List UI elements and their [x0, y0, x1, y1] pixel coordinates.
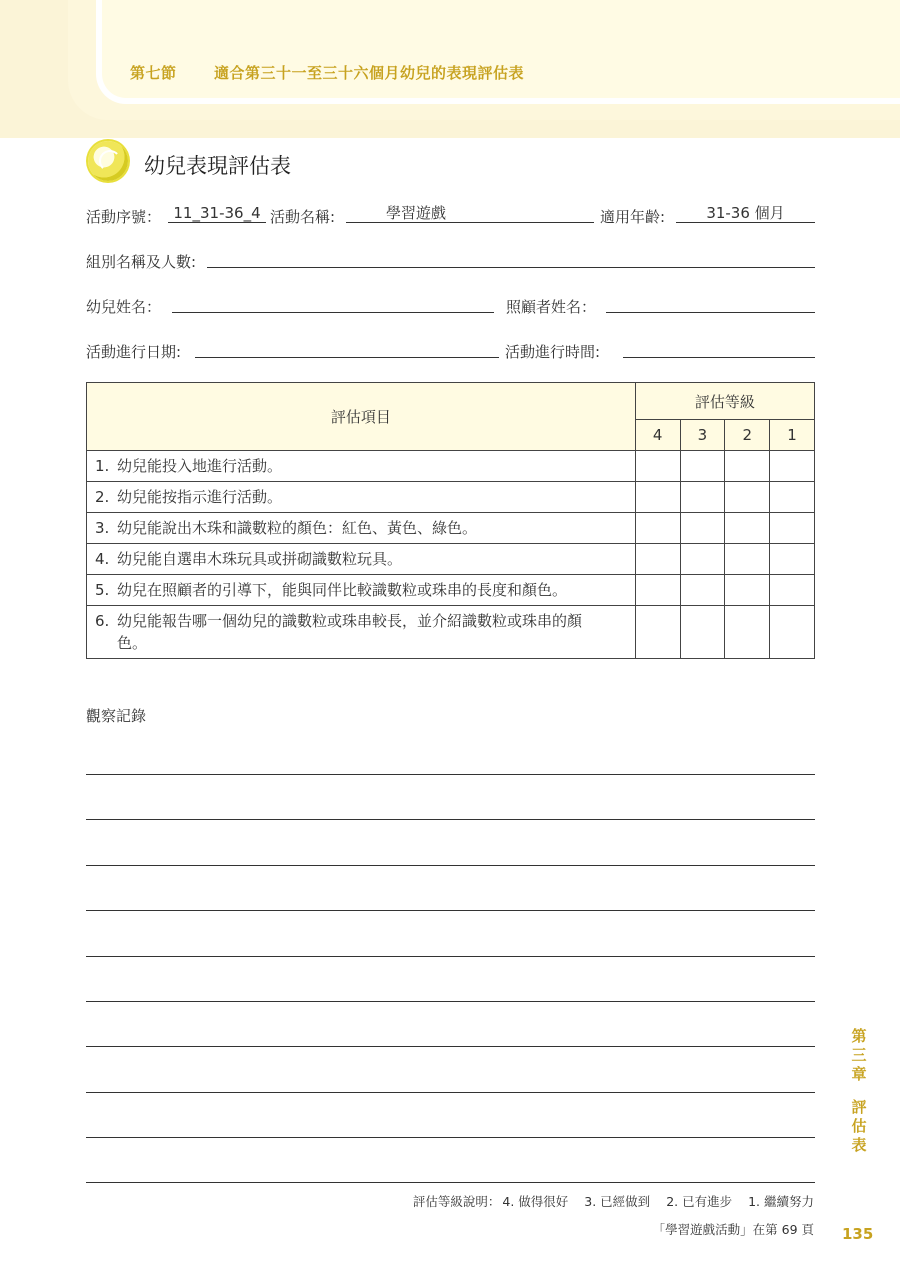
section-number: 第七節	[130, 64, 177, 82]
date-label: 活動進行日期:	[86, 343, 182, 361]
time-label: 活動進行時間:	[505, 343, 601, 361]
child-name-field[interactable]	[172, 294, 494, 313]
chapter-name-tab	[849, 1098, 869, 1155]
caregiver-label: 照顧者姓名：	[506, 298, 597, 316]
grade-cell[interactable]	[680, 451, 725, 482]
observation-line[interactable]	[86, 1182, 815, 1183]
legend-prefix: 評估等級說明：	[412, 1194, 501, 1209]
grade-cell[interactable]	[635, 606, 680, 659]
observation-label: 觀察記錄	[86, 707, 147, 725]
grade-legend	[413, 1192, 814, 1210]
item-text: 幼兒能按指示進行活動。	[117, 488, 283, 506]
circle-bullet-icon	[88, 141, 128, 181]
observation-line[interactable]	[86, 910, 815, 911]
table-row	[87, 575, 815, 606]
observation-line[interactable]	[86, 1137, 815, 1138]
grade-cell[interactable]	[680, 606, 725, 659]
item-header: 評估項目	[87, 383, 636, 451]
chapter-char: 三	[851, 1046, 867, 1064]
grade-cell[interactable]	[680, 513, 725, 544]
grade-1-header: 1	[770, 420, 815, 451]
legend-grade-4: 4. 做得很好	[502, 1194, 569, 1209]
legend-grade-3: 3. 已經做到	[584, 1194, 651, 1209]
serial-label: 活動序號：	[86, 208, 162, 226]
table-row	[87, 606, 815, 659]
activity-name-label: 活動名稱:	[270, 208, 336, 226]
time-field[interactable]	[623, 339, 815, 358]
observation-line[interactable]	[86, 1092, 815, 1093]
age-field[interactable]: 31-36 個月	[676, 204, 815, 223]
page-title: 幼兒表現評估表	[144, 154, 291, 178]
chapter-char: 章	[851, 1065, 867, 1083]
table-row	[87, 513, 815, 544]
grade-cell[interactable]	[680, 575, 725, 606]
item-number: 1.	[95, 457, 110, 475]
grade-cell[interactable]	[680, 544, 725, 575]
grade-cell[interactable]	[770, 482, 815, 513]
chapter-char: 第	[851, 1027, 867, 1045]
age-label: 適用年齡:	[600, 208, 666, 226]
item-number: 5.	[95, 581, 110, 599]
caregiver-field[interactable]	[606, 294, 815, 313]
table-row	[87, 451, 815, 482]
chapter-name-char: 估	[851, 1117, 867, 1135]
item-number: 2.	[95, 488, 110, 506]
observation-line[interactable]	[86, 865, 815, 866]
grade-cell[interactable]	[635, 451, 680, 482]
grade-cell[interactable]	[725, 544, 770, 575]
header-panel	[96, 0, 900, 104]
observation-line[interactable]	[86, 1001, 815, 1002]
legend-grade-1: 1. 繼續努力	[748, 1194, 814, 1209]
item-text: 幼兒能投入地進行活動。	[117, 457, 283, 475]
activity-reference: 「學習遊戲活動」在第 69 頁	[652, 1222, 814, 1237]
chapter-tab	[849, 1027, 869, 1084]
grade-cell[interactable]	[770, 575, 815, 606]
activity-name-field[interactable]: 學習遊戲	[346, 204, 594, 223]
grade-header: 評估等級	[635, 383, 814, 420]
grade-cell[interactable]	[635, 482, 680, 513]
group-field[interactable]	[207, 249, 815, 268]
evaluation-table	[86, 382, 815, 659]
observation-line[interactable]	[86, 774, 815, 775]
date-field[interactable]	[195, 339, 499, 358]
chapter-name-char: 表	[851, 1136, 867, 1154]
item-text: 幼兒能報告哪一個幼兒的識數粒或珠串較長，並介紹識數粒或珠串的顏色。	[117, 612, 583, 652]
grade-cell[interactable]	[725, 482, 770, 513]
grade-cell[interactable]	[770, 513, 815, 544]
grade-cell[interactable]	[635, 544, 680, 575]
observation-line[interactable]	[86, 956, 815, 957]
item-text: 幼兒能說出木珠和識數粒的顏色：紅色、黃色、綠色。	[117, 519, 478, 537]
grade-cell[interactable]	[725, 606, 770, 659]
observation-line[interactable]	[86, 1046, 815, 1047]
grade-3-header: 3	[680, 420, 725, 451]
grade-cell[interactable]	[725, 451, 770, 482]
grade-cell[interactable]	[635, 575, 680, 606]
grade-cell[interactable]	[770, 451, 815, 482]
observation-line[interactable]	[86, 819, 815, 820]
section-title: 適合第三十一至三十六個月幼兒的表現評估表	[214, 64, 525, 82]
item-text: 幼兒能自選串木珠玩具或拼砌識數粒玩具。	[117, 550, 403, 568]
grade-cell[interactable]	[725, 513, 770, 544]
chapter-name-char: 評	[851, 1098, 867, 1116]
grade-cell[interactable]	[680, 482, 725, 513]
page-number: 135	[842, 1225, 874, 1243]
item-number: 4.	[95, 550, 110, 568]
grade-2-header: 2	[725, 420, 770, 451]
item-number: 6.	[95, 612, 110, 630]
table-row	[87, 544, 815, 575]
table-row	[87, 482, 815, 513]
grade-cell[interactable]	[725, 575, 770, 606]
grade-4-header: 4	[635, 420, 680, 451]
grade-cell[interactable]	[770, 544, 815, 575]
child-name-label: 幼兒姓名：	[86, 298, 162, 316]
item-number: 3.	[95, 519, 110, 537]
legend-grade-2: 2. 已有進步	[666, 1194, 733, 1209]
grade-cell[interactable]	[635, 513, 680, 544]
group-label: 組別名稱及人數:	[86, 253, 197, 271]
serial-field[interactable]: 11_31-36_4	[168, 204, 266, 223]
grade-cell[interactable]	[770, 606, 815, 659]
item-text: 幼兒在照顧者的引導下，能與同伴比較識數粒或珠串的長度和顏色。	[117, 581, 568, 599]
